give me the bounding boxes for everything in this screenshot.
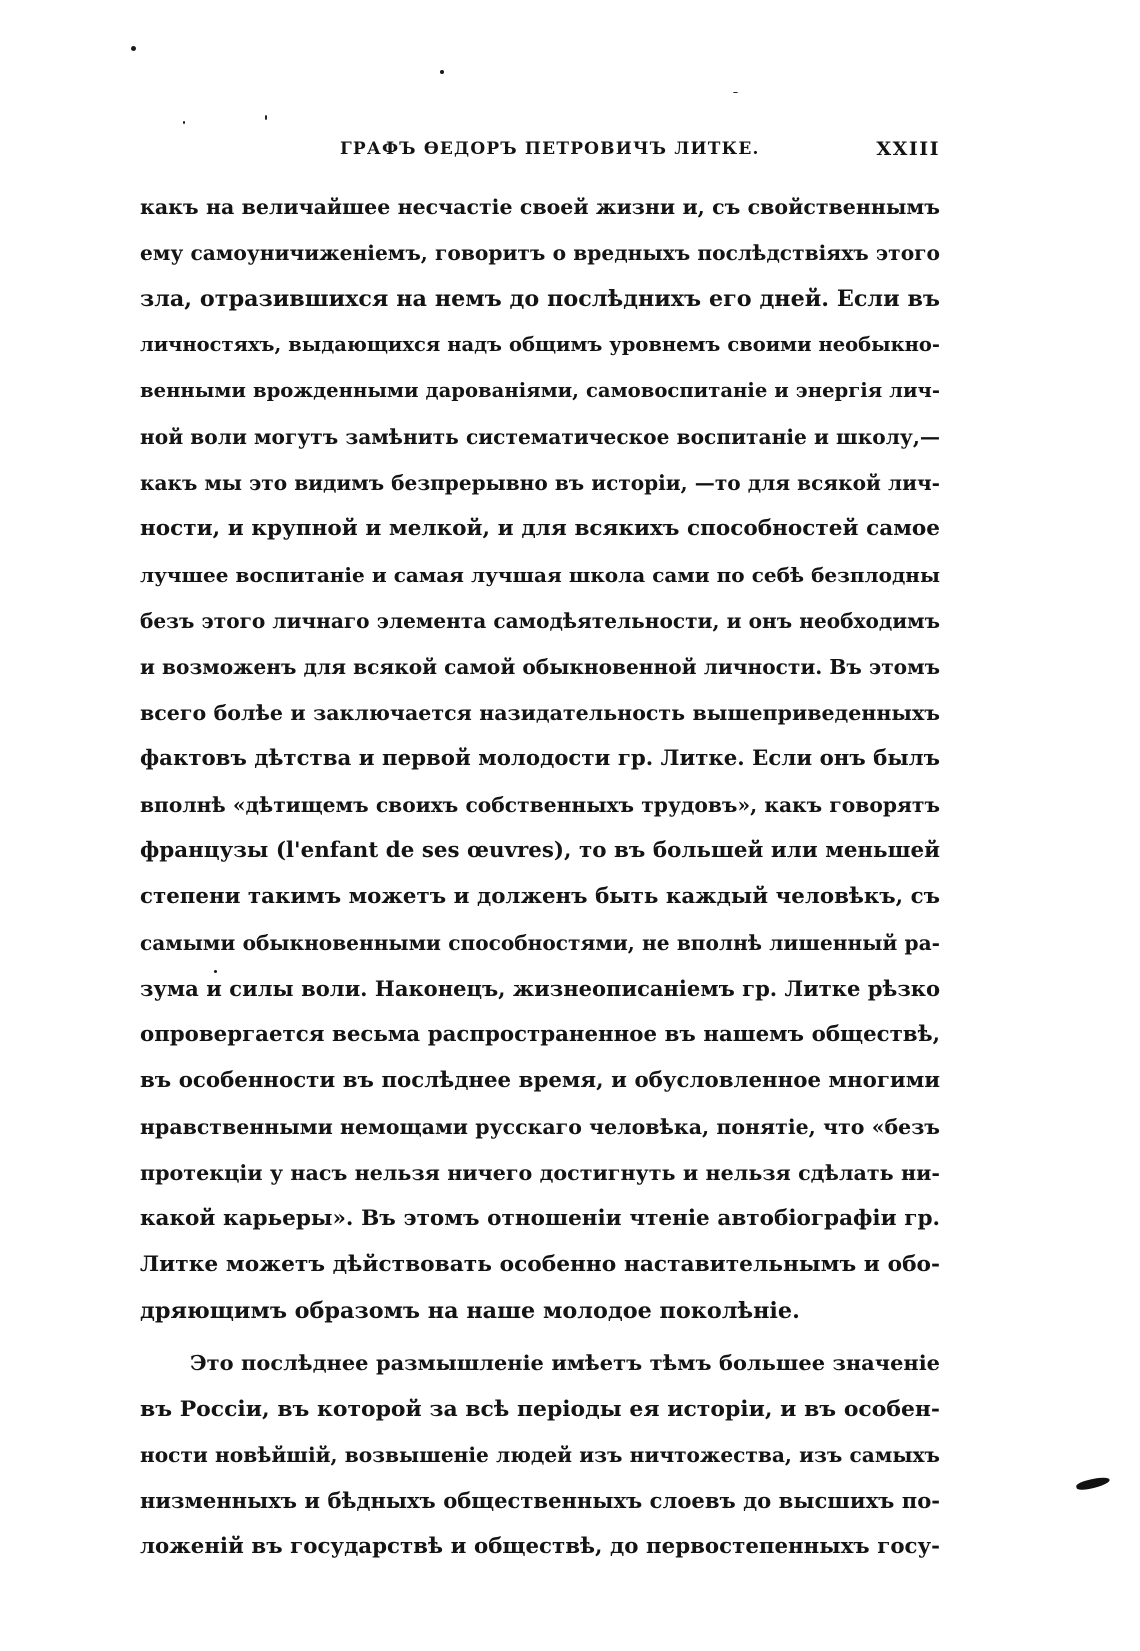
running-title: ГРАФЪ ӨЕДОРЪ ПЕТРОВИЧЪ ЛИТКЕ. — [340, 139, 760, 159]
text-line: протекціи у насъ нельзя ничего достигнуть и нельзя сдѣлать ни- — [140, 1161, 940, 1185]
text-line: ности, и крупной и мелкой, и для всякихъ способностей самое — [140, 516, 940, 541]
text-line: ложеній въ государствѣ и обществѣ, до первостепенныхъ госу- — [140, 1534, 940, 1559]
print-speck — [440, 70, 444, 74]
text-line: Литке можетъ дѣйствовать особенно наставительнымъ и обо- — [140, 1252, 940, 1277]
text-line: всего болѣе и заключается назидательность вышеприведенныхъ — [140, 701, 940, 725]
text-line: зума и силы воли. Наконецъ, жизнеописаніемъ гр. Литке рѣзко — [140, 976, 940, 1001]
text-line: вполнѣ «дѣтищемъ своихъ собственныхъ трудовъ», какъ говорятъ — [140, 793, 940, 817]
text-line: венными врожденными дарованіями, самовоспитаніе и энергія лич- — [140, 379, 940, 402]
text-line: и возможенъ для всякой самой обыкновенной личности. Въ этомъ — [140, 655, 940, 679]
text-line: фактовъ дѣтства и первой молодости гр. Литке. Если онъ былъ — [140, 746, 940, 771]
text-line: дряющимъ образомъ на наше молодое поколѣніе. — [140, 1298, 800, 1324]
text-line: какъ мы это видимъ безпрерывно въ исторіи, —то для всякой лич- — [140, 471, 940, 495]
print-speck — [265, 115, 267, 120]
text-line: опровергается весьма распространенное въ нашемъ обществѣ, — [140, 1022, 940, 1047]
body-text — [140, 184, 940, 1570]
text-line: зла, отразившихся на немъ до послѣднихъ его дней. Если въ — [140, 286, 940, 312]
text-line: лучшее воспитаніе и самая лучшая школа сами по себѣ безплодны — [140, 563, 940, 587]
text-line: безъ этого личнаго элемента самодѣятельности, и онъ необходимъ — [140, 609, 940, 633]
text-line: ему самоуничиженіемъ, говоритъ о вредныхъ послѣдствіяхъ этого — [140, 241, 940, 265]
text-line: какой карьеры». Въ этомъ отношеніи чтеніе автобіографіи гр. — [140, 1206, 940, 1231]
print-speck — [131, 46, 136, 51]
text-line: ности новѣйшій, возвышеніе людей изъ ничтожества, изъ самыхъ — [140, 1443, 940, 1467]
edge-ink-mark — [1075, 1475, 1110, 1492]
text-line: Это послѣднее размышленіе имѣетъ тѣмъ большее значеніе — [190, 1350, 940, 1375]
page-header — [135, 132, 940, 166]
text-line: ной воли могутъ замѣнить систематическое воспитаніе и школу,— — [140, 425, 940, 449]
text-line: степени такимъ можетъ и долженъ быть каждый человѣкъ, съ — [140, 884, 940, 909]
print-speck — [183, 121, 185, 124]
text-line: личностяхъ, выдающихся надъ общимъ уровнемъ своими необыкно- — [140, 333, 940, 356]
text-line: французы (l'enfant de ses œuvres), то въ большей или меньшей — [140, 838, 940, 863]
print-speck — [733, 92, 738, 93]
text-line: нравственными немощами русскаго человѣка, понятіе, что «безъ — [140, 1115, 940, 1139]
text-line: въ особенности въ послѣднее время, и обусловленное многими — [140, 1068, 940, 1093]
text-line: въ Россіи, въ которой за всѣ періоды ея исторіи, и въ особен- — [140, 1396, 940, 1422]
paragraph — [140, 184, 940, 1334]
text-line: какъ на величайшее несчастіе своей жизни и, съ свойственнымъ — [140, 195, 940, 219]
paragraph — [140, 1340, 940, 1570]
text-line: самыми обыкновенными способностями, не вполнѣ лишенный ра- — [140, 931, 940, 955]
page-number: XXIII — [876, 138, 940, 160]
text-line: низменныхъ и бѣдныхъ общественныхъ слоевъ до высшихъ по- — [140, 1488, 940, 1513]
